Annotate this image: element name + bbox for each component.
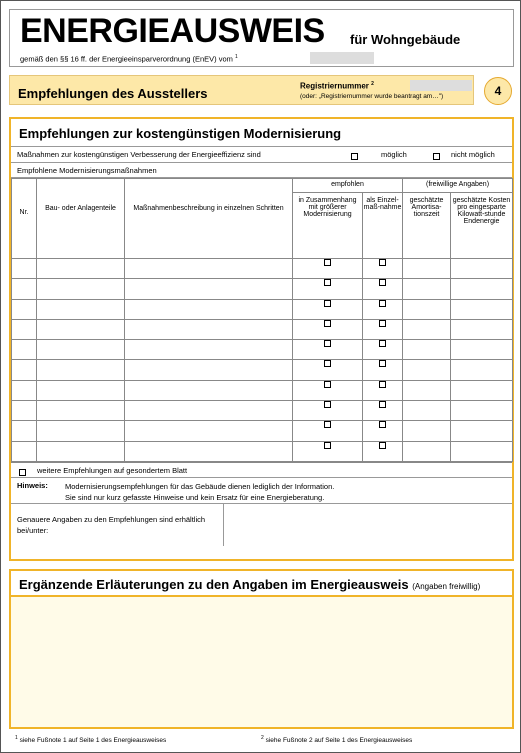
combined-checkbox[interactable] bbox=[324, 340, 331, 347]
table-cell bbox=[363, 259, 403, 279]
further-info-label: Genauere Angaben zu den Empfehlungen sind erhältlich bei/unter: bbox=[17, 514, 206, 535]
table-row bbox=[12, 259, 513, 279]
table-cell[interactable] bbox=[451, 340, 513, 360]
table-cell bbox=[363, 441, 403, 461]
combined-checkbox[interactable] bbox=[324, 401, 331, 408]
table-cell[interactable] bbox=[451, 401, 513, 421]
measures-possible-label: Maßnahmen zur kostengünstigen Verbesserung der Energieeffizienz sind bbox=[17, 150, 261, 159]
combined-checkbox[interactable] bbox=[324, 442, 331, 449]
table-cell[interactable] bbox=[12, 259, 37, 279]
section-header bbox=[9, 75, 474, 105]
table-cell[interactable] bbox=[451, 279, 513, 299]
document-title: ENERGIEAUSWEIS bbox=[20, 12, 325, 50]
possible-label: möglich bbox=[381, 150, 407, 159]
col-amortisation: geschätzte Amortisa-tionszeit bbox=[403, 193, 451, 259]
supplementary-text-area[interactable] bbox=[11, 597, 512, 727]
table-cell[interactable] bbox=[403, 319, 451, 339]
table-cell[interactable] bbox=[37, 360, 125, 380]
table-cell[interactable] bbox=[403, 441, 451, 461]
measures-possible-row bbox=[11, 147, 512, 163]
table-cell[interactable] bbox=[451, 441, 513, 461]
table-row bbox=[12, 279, 513, 299]
col-nr: Nr. bbox=[12, 179, 37, 259]
table-cell bbox=[363, 279, 403, 299]
registration-number-field[interactable] bbox=[410, 80, 472, 91]
single-measure-checkbox[interactable] bbox=[379, 300, 386, 307]
table-cell[interactable] bbox=[125, 259, 293, 279]
table-cell bbox=[363, 360, 403, 380]
table-row bbox=[12, 299, 513, 319]
col-cost-per-kwh: geschätzte Kosten pro eingesparte Kilowatt-stunde Endenergie bbox=[451, 193, 513, 259]
table-cell[interactable] bbox=[125, 340, 293, 360]
single-measure-checkbox[interactable] bbox=[379, 320, 386, 327]
combined-checkbox[interactable] bbox=[324, 300, 331, 307]
table-row bbox=[12, 421, 513, 441]
table-cell[interactable] bbox=[12, 441, 37, 461]
table-cell[interactable] bbox=[12, 360, 37, 380]
table-cell[interactable] bbox=[125, 299, 293, 319]
table-cell bbox=[293, 319, 363, 339]
recommendations-title: Empfehlungen zur kostengünstigen Modernisierung bbox=[11, 119, 512, 147]
table-cell bbox=[293, 441, 363, 461]
table-cell[interactable] bbox=[451, 380, 513, 400]
single-measure-checkbox[interactable] bbox=[379, 421, 386, 428]
table-cell[interactable] bbox=[125, 319, 293, 339]
table-cell bbox=[293, 380, 363, 400]
table-cell[interactable] bbox=[403, 340, 451, 360]
table-cell bbox=[293, 360, 363, 380]
table-cell[interactable] bbox=[403, 360, 451, 380]
col-combined: in Zusammenhang mit größerer Modernisierung bbox=[293, 193, 363, 259]
further-info-field[interactable] bbox=[223, 504, 512, 546]
group-optional: (freiwillige Angaben) bbox=[403, 179, 513, 193]
table-cell bbox=[293, 259, 363, 279]
table-cell bbox=[363, 299, 403, 319]
single-measure-checkbox[interactable] bbox=[379, 381, 386, 388]
single-measure-checkbox[interactable] bbox=[379, 360, 386, 367]
table-cell bbox=[293, 401, 363, 421]
table-cell[interactable] bbox=[451, 319, 513, 339]
table-cell bbox=[293, 421, 363, 441]
page-number-badge: 4 bbox=[484, 77, 512, 105]
registration-number-note: (oder: „Registriernummer wurde beantragt am…") bbox=[300, 93, 444, 100]
table-cell[interactable] bbox=[403, 380, 451, 400]
table-cell[interactable] bbox=[125, 421, 293, 441]
registration-number-label: Registriernummer $^2$ bbox=[300, 81, 374, 91]
table-cell[interactable] bbox=[12, 319, 37, 339]
table-cell[interactable] bbox=[403, 401, 451, 421]
table-cell[interactable] bbox=[37, 340, 125, 360]
table-cell[interactable] bbox=[125, 380, 293, 400]
table-cell[interactable] bbox=[451, 360, 513, 380]
table-cell[interactable] bbox=[12, 421, 37, 441]
section-title: Empfehlungen des Ausstellers bbox=[18, 86, 208, 101]
table-cell[interactable] bbox=[125, 401, 293, 421]
table-cell[interactable] bbox=[403, 421, 451, 441]
hint-text: Modernisierungsempfehlungen für das Gebäude dienen lediglich der Information. Sie sind nur kurz gefasste Hinweise und kein Ersatz für eine Energieberatung. bbox=[65, 481, 335, 502]
single-measure-checkbox[interactable] bbox=[379, 340, 386, 347]
hint-label: Hinweis: bbox=[17, 480, 48, 490]
table-row bbox=[12, 380, 513, 400]
combined-checkbox[interactable] bbox=[324, 320, 331, 327]
single-measure-checkbox[interactable] bbox=[379, 401, 386, 408]
not-possible-checkbox[interactable] bbox=[433, 153, 440, 160]
document-subtitle: für Wohngebäude bbox=[350, 32, 461, 47]
table-cell[interactable] bbox=[125, 441, 293, 461]
combined-checkbox[interactable] bbox=[324, 421, 331, 428]
supplementary-explanations bbox=[9, 569, 514, 729]
combined-checkbox[interactable] bbox=[324, 360, 331, 367]
table-cell[interactable] bbox=[37, 401, 125, 421]
enev-date-field[interactable] bbox=[310, 52, 374, 64]
more-recommendations-checkbox[interactable] bbox=[19, 469, 26, 476]
group-recommended: empfohlen bbox=[293, 179, 403, 193]
table-cell[interactable] bbox=[12, 401, 37, 421]
table-cell[interactable] bbox=[403, 299, 451, 319]
table-cell bbox=[363, 380, 403, 400]
combined-checkbox[interactable] bbox=[324, 381, 331, 388]
single-measure-checkbox[interactable] bbox=[379, 279, 386, 286]
table-row bbox=[12, 401, 513, 421]
col-building-part: Bau- oder Anlagenteile bbox=[37, 179, 125, 259]
single-measure-checkbox[interactable] bbox=[379, 442, 386, 449]
more-recommendations-label: weitere Empfehlungen auf gesondertem Blatt bbox=[37, 465, 188, 475]
single-measure-checkbox[interactable] bbox=[379, 259, 386, 266]
supplementary-title: Ergänzende Erläuterungen zu den Angaben im Energieausweis (Angaben freiwillig) bbox=[11, 571, 512, 597]
footnote-1: $^1$ siehe Fußnote 1 auf Seite 1 des Energieausweises bbox=[15, 735, 167, 745]
col-single: als Einzel-maß-nahme bbox=[363, 193, 403, 259]
table-cell bbox=[293, 340, 363, 360]
table-cell[interactable] bbox=[451, 421, 513, 441]
header bbox=[9, 9, 514, 67]
table-cell[interactable] bbox=[12, 279, 37, 299]
table-cell bbox=[363, 401, 403, 421]
legal-reference: gemäß den §§ 16 ff. der Energieeinsparverordnung (EnEV) vom $^1$ bbox=[20, 54, 238, 64]
table-cell[interactable] bbox=[451, 299, 513, 319]
table-row bbox=[12, 319, 513, 339]
table-cell[interactable] bbox=[403, 259, 451, 279]
table-cell[interactable] bbox=[451, 259, 513, 279]
recommended-measures-label: Empfohlene Modernisierungsmaßnahmen bbox=[11, 163, 512, 178]
table-cell bbox=[363, 421, 403, 441]
modernization-recommendations bbox=[9, 117, 514, 561]
measures-table bbox=[11, 178, 513, 462]
further-info-row bbox=[11, 504, 512, 546]
table-cell[interactable] bbox=[12, 299, 37, 319]
hint-row bbox=[11, 478, 512, 504]
table-cell bbox=[293, 299, 363, 319]
table-cell[interactable] bbox=[125, 279, 293, 299]
table-cell[interactable] bbox=[37, 380, 125, 400]
footnote-2: $^2$ siehe Fußnote 2 auf Seite 1 des Energieausweises bbox=[261, 735, 413, 745]
table-cell bbox=[363, 319, 403, 339]
not-possible-label: nicht möglich bbox=[451, 150, 495, 159]
table-cell[interactable] bbox=[37, 299, 125, 319]
table-cell[interactable] bbox=[403, 279, 451, 299]
table-cell[interactable] bbox=[12, 340, 37, 360]
table-cell[interactable] bbox=[37, 279, 125, 299]
measures-table-body bbox=[12, 259, 513, 462]
table-cell[interactable] bbox=[37, 421, 125, 441]
table-cell bbox=[293, 279, 363, 299]
table-cell[interactable] bbox=[37, 319, 125, 339]
col-description: Maßnahmenbeschreibung in einzelnen Schritten bbox=[125, 179, 293, 259]
possible-checkbox[interactable] bbox=[351, 153, 358, 160]
combined-checkbox[interactable] bbox=[324, 279, 331, 286]
more-recommendations-row bbox=[11, 462, 512, 478]
table-row bbox=[12, 360, 513, 380]
table-cell[interactable] bbox=[37, 259, 125, 279]
table-cell bbox=[363, 340, 403, 360]
table-row bbox=[12, 340, 513, 360]
optional-note: (Angaben freiwillig) bbox=[412, 582, 481, 591]
table-cell[interactable] bbox=[12, 380, 37, 400]
combined-checkbox[interactable] bbox=[324, 259, 331, 266]
table-cell[interactable] bbox=[125, 360, 293, 380]
table-row bbox=[12, 441, 513, 461]
table-cell[interactable] bbox=[37, 441, 125, 461]
